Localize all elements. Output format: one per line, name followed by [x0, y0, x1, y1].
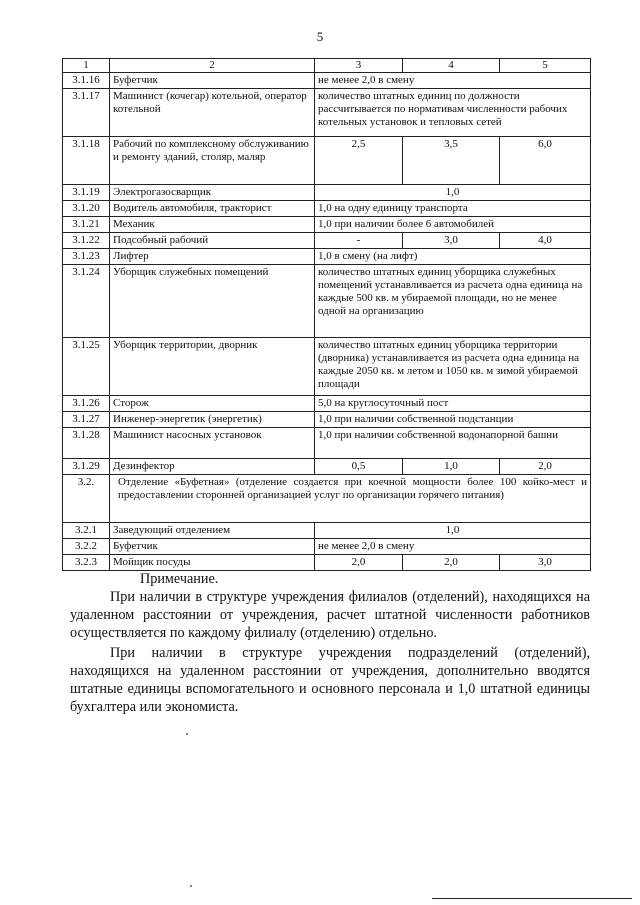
position-name: Инженер-энергетик (энергетик)	[110, 412, 315, 428]
row-number: 3.1.23	[63, 249, 110, 265]
norm-value-col3: 2,0	[315, 555, 403, 571]
position-name: Заведующий отделением	[110, 523, 315, 539]
table-row	[63, 249, 591, 265]
table-row	[63, 217, 591, 233]
position-name: Уборщик территории, дворник	[110, 338, 315, 396]
norm-value-col4: 3,0	[403, 233, 500, 249]
position-name: Лифтер	[110, 249, 315, 265]
row-number: 3.2.3	[63, 555, 110, 571]
header-cell: 4	[403, 59, 500, 73]
position-name: Буфетчик	[110, 539, 315, 555]
row-number: 3.1.22	[63, 233, 110, 249]
norm-value: 1,0	[315, 185, 591, 201]
norm-value-col4: 1,0	[403, 459, 500, 475]
table-row	[63, 523, 591, 539]
position-name: Мойщик посуды	[110, 555, 315, 571]
norm-value-col4: 3,5	[403, 137, 500, 185]
section-title: Отделение «Буфетная» (отделение создается при коечной мощности более 100 койко-мест и предоставлении сторонней организацией услуг по организации горячего питания)	[110, 475, 591, 523]
position-name: Подсобный рабочий	[110, 233, 315, 249]
table-row	[63, 428, 591, 459]
norm-value-col3: 0,5	[315, 459, 403, 475]
table-row	[63, 396, 591, 412]
table-row	[63, 265, 591, 338]
norm-value-col4: 2,0	[403, 555, 500, 571]
note-paragraph-1: При наличии в структуре учреждения филиалов (отделений), находящихся на удаленном расстоянии от учреждения, расчет штатной численности работников осуществляется по каждому филиалу (отделению) отдельно.	[70, 589, 590, 641]
position-name: Машинист (кочегар) котельной, оператор котельной	[110, 89, 315, 137]
table-row	[63, 459, 591, 475]
header-cell: 3	[315, 59, 403, 73]
row-number: 3.1.24	[63, 265, 110, 338]
staffing-table	[62, 58, 591, 571]
row-number: 3.1.21	[63, 217, 110, 233]
table-row	[63, 412, 591, 428]
note-block	[70, 570, 590, 716]
header-cell: 2	[110, 59, 315, 73]
header-cell: 1	[63, 59, 110, 73]
table-row	[63, 185, 591, 201]
note-title: Примечание.	[140, 571, 219, 587]
table-row	[63, 89, 591, 137]
position-name: Машинист насосных установок	[110, 428, 315, 459]
table-row	[63, 539, 591, 555]
norm-value: 1,0 при наличии собственной водонапорной башни	[315, 428, 591, 459]
header-cell: 5	[500, 59, 591, 73]
position-name: Электрогазосварщик	[110, 185, 315, 201]
position-name: Рабочий по комплексному обслуживанию и ремонту зданий, столяр, маляр	[110, 137, 315, 185]
position-name: Буфетчик	[110, 73, 315, 89]
norm-value: 1,0 при наличии собственной подстанции	[315, 412, 591, 428]
norm-value-col5: 3,0	[500, 555, 591, 571]
page-number: 5	[316, 29, 324, 44]
row-number: 3.1.16	[63, 73, 110, 89]
row-number: 3.1.25	[63, 338, 110, 396]
row-number: 3.1.18	[63, 137, 110, 185]
position-name: Уборщик служебных помещений	[110, 265, 315, 338]
norm-value-col5: 2,0	[500, 459, 591, 475]
row-number: 3.1.27	[63, 412, 110, 428]
table-row	[63, 475, 591, 523]
norm-value: 1,0	[315, 523, 591, 539]
table-row	[63, 233, 591, 249]
table-row	[63, 137, 591, 185]
row-number: 3.2.1	[63, 523, 110, 539]
row-number: 3.1.28	[63, 428, 110, 459]
row-number: 3.1.26	[63, 396, 110, 412]
norm-value-col5: 4,0	[500, 233, 591, 249]
norm-value: 1,0 в смену (на лифт)	[315, 249, 591, 265]
table-row	[63, 73, 591, 89]
table-row	[63, 338, 591, 396]
norm-value-col5: 6,0	[500, 137, 591, 185]
table-row	[63, 555, 591, 571]
row-number: 3.1.29	[63, 459, 110, 475]
row-number: 3.1.19	[63, 185, 110, 201]
table-row	[63, 201, 591, 217]
norm-value: не менее 2,0 в смену	[315, 73, 591, 89]
signature-line	[432, 898, 632, 899]
norm-value: количество штатных единиц по должности рассчитывается по нормативам численности рабочих котельных установок и тепловых сетей	[315, 89, 591, 137]
scan-speck	[186, 733, 188, 735]
norm-value: 1,0 на одну единицу транспорта	[315, 201, 591, 217]
norm-value: 1,0 при наличии более 6 автомобилей	[315, 217, 591, 233]
table-header-row	[63, 59, 591, 73]
position-name: Водитель автомобиля, тракторист	[110, 201, 315, 217]
position-name: Механик	[110, 217, 315, 233]
norm-value: количество штатных единиц уборщика территории (дворника) устанавливается из расчета одна единица на каждые 2050 кв. м летом и 1050 кв. м зимой убираемой площади	[315, 338, 591, 396]
norm-value: количество штатных единиц уборщика служебных помещений устанавливается из расчета одна единица на каждые 500 кв. м убираемой площади, но не менее одной на организацию	[315, 265, 591, 338]
norm-value-col3: 2,5	[315, 137, 403, 185]
row-number: 3.1.20	[63, 201, 110, 217]
position-name: Сторож	[110, 396, 315, 412]
norm-value-col3: -	[315, 233, 403, 249]
row-number: 3.2.2	[63, 539, 110, 555]
row-number: 3.2.	[63, 475, 110, 523]
norm-value: 5,0 на круглосуточный пост	[315, 396, 591, 412]
note-paragraph-2: При наличии в структуре учреждения подразделений (отделений), находящихся на удаленном расстоянии от учреждения, дополнительно вводятся штатные единицы вспомогательного и основного персонала и 1,0 штатной единицы бухгалтера или экономиста.	[70, 645, 590, 715]
position-name: Дезинфектор	[110, 459, 315, 475]
row-number: 3.1.17	[63, 89, 110, 137]
norm-value: не менее 2,0 в смену	[315, 539, 591, 555]
scan-speck	[190, 885, 192, 887]
